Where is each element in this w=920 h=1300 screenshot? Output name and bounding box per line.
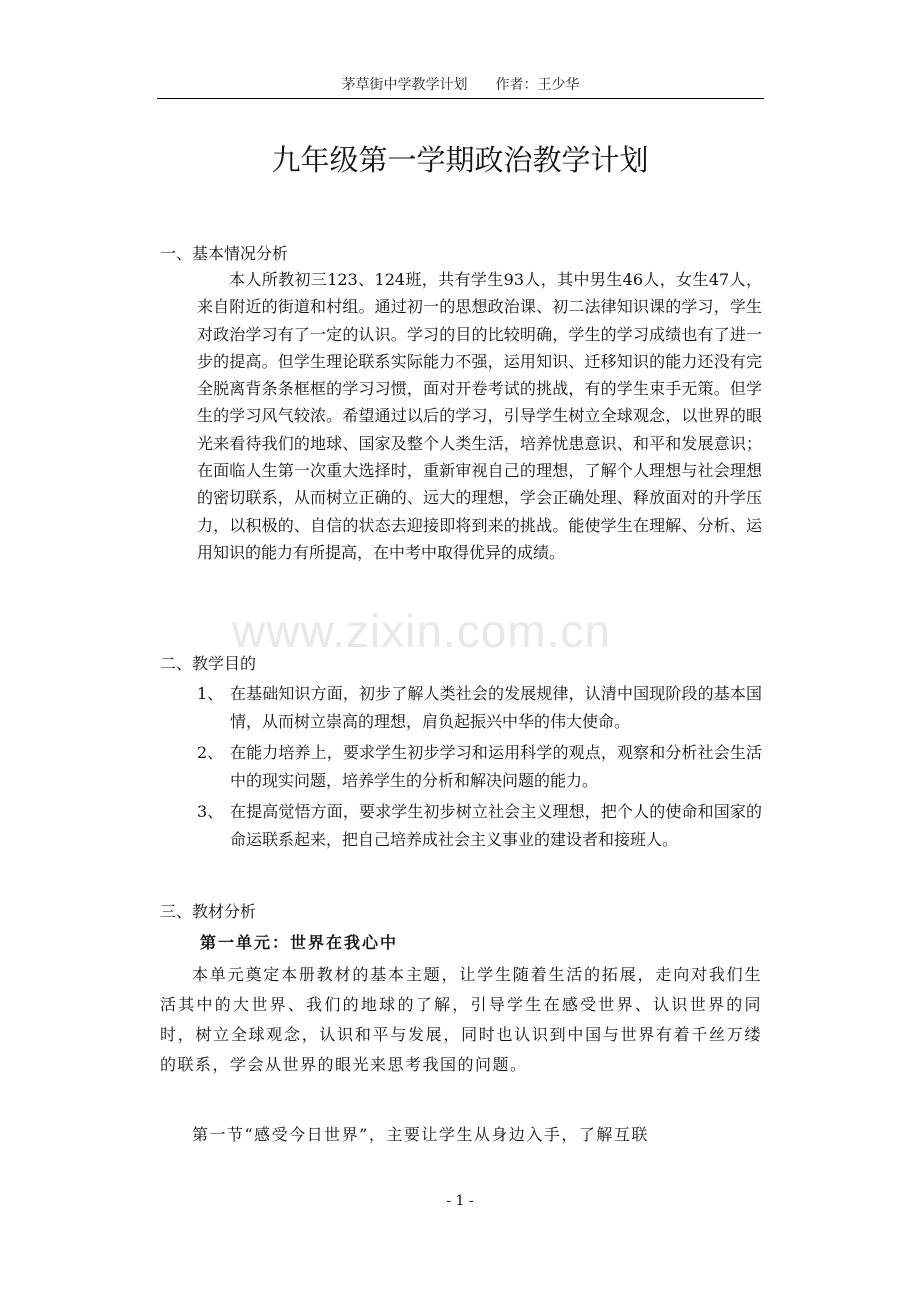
section-heading-teaching-aims: 二、教学目的: [160, 654, 257, 673]
list-item: [197, 680, 762, 735]
list-item-number: 1、: [197, 684, 224, 703]
section-one-paragraph: 第一节“感受今日世界”，主要让学生从身边入手，了解互联: [192, 1125, 649, 1144]
section-heading-textbook-analysis: 三、教材分析: [160, 902, 257, 921]
header-school: 茅草街中学教学计划: [341, 77, 468, 93]
section-heading-basic-situation: 一、基本情况分析: [160, 244, 289, 263]
unit-paragraph: 本单元奠定本册教材的基本主题，让学生随着生活的拓展，走向对我们生活其中的大世界、我们的地球的了解，引导学生在感受世界、认识世界的同时，树立全球观念，认识和平与发展，同时也认识到中国与世界有着千丝万缕的联系，学会从世界的眼光来思考我国的问题。: [160, 965, 762, 1074]
page-number: - 1 -: [446, 1193, 474, 1209]
list-item-number: 3、: [197, 802, 224, 821]
list-item: [197, 739, 762, 794]
list-item-text: 在基础知识方面，初步了解人类社会的发展规律，认清中国现阶段的基本国情，从而树立崇高的理想，肩负起振兴中华的伟大使命。: [230, 684, 762, 731]
list-item-text: 在提高觉悟方面，要求学生初步树立社会主义理想，把个人的使命和国家的命运联系起来，把自己培养成社会主义事业的建设者和接班人。: [230, 802, 762, 849]
basic-situation-paragraph: 本人所教初三123、124班，共有学生93人，其中男生46人，女生47人，来自附近的街道和村组。通过初一的思想政治课、初二法律知识课的学习，学生对政治学习有了一定的认识。学习的目的比较明确，学生的学习成绩也有了进一步的提高。但学生理论联系实际能力不强，运用知识、迁移知识的能力还没有完全脱离背条条框框的学习习惯，面对开卷考试的挑战，有的学生束手无策。但学生的学习风气较浓。希望通过以后的学习，引导学生树立全球观念，以世界的眼光来看待我们的地球、国家及整个人类生活，培养忧患意识、和平和发展意识；在面临人生第一次重大选择时，重新审视自己的理想，了解个人理想与社会理想的密切联系，从而树立正确的、远大的理想，学会正确处理、释放面对的升学压力，以积极的、自信的状态去迎接即将到来的挑战。能使学生在理解、分析、运用知识的能力有所提高，在中考中取得优异的成绩。: [197, 270, 762, 562]
teaching-aims-list: [197, 680, 762, 857]
page-header: [157, 76, 764, 99]
header-author: 作者：王少华: [495, 77, 580, 93]
list-item-text: 在能力培养上，要求学生初步学习和运用科学的观点，观察和分析社会生活中的现实问题，培养学生的分析和解决问题的能力。: [230, 743, 762, 790]
list-item: [197, 798, 762, 853]
document-title: 九年级第一学期政治教学计划: [271, 143, 649, 177]
watermark: www.zixin.com.cn: [232, 605, 611, 657]
list-item-number: 2、: [197, 743, 224, 762]
unit-title: 第一单元：世界在我心中: [200, 933, 399, 952]
